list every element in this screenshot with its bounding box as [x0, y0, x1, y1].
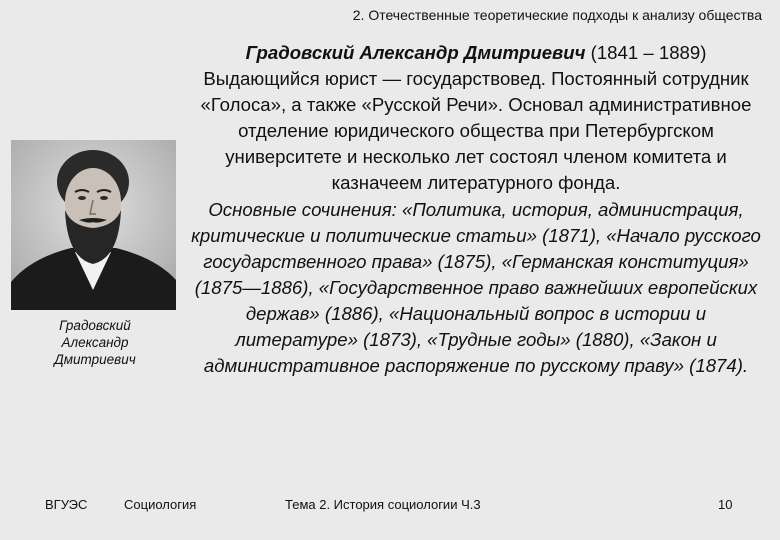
- caption-line: Дмитриевич: [54, 352, 136, 367]
- portrait-image: [11, 140, 176, 310]
- footer-subject: Социология: [124, 497, 197, 512]
- footer-topic: Тема 2. История социологии Ч.3: [285, 497, 481, 512]
- bio-name: Градовский Александр Дмитриевич: [245, 42, 586, 63]
- portrait-photo: [11, 140, 176, 310]
- footer-org: ВГУЭС: [45, 497, 88, 512]
- bio-heading: [190, 40, 762, 66]
- bio-text-block: [190, 40, 762, 379]
- slide-header: 2. Отечественные теоретические подходы к анализу общества: [352, 7, 762, 23]
- bio-description: Выдающийся юрист — государствовед. Постоянный сотрудник «Голоса», а также «Русской Речи». Основал административное отделение юридического общества при Петербургском университете и несколько лет состоял членом комитета и казначеем литературного фонда.: [200, 68, 752, 194]
- footer-page-number: 10: [718, 497, 733, 512]
- caption-line: Александр: [61, 335, 129, 350]
- portrait-caption: [10, 317, 180, 368]
- bio-works: Основные сочинения: «Политика, история, администрация, критические и политические статьи» (1871), «Начало русского государственного права» (1875), «Германская конституция» (1875—1886), «Государственное право важнейших европейских держав» (1886), «Национальный вопрос в истории и литературе» (1873), «Трудные годы» (1880), «Закон и административное распоряжение по русскому праву» (1874).: [191, 198, 761, 377]
- bio-years: (1841 – 1889): [585, 42, 707, 63]
- caption-line: Градовский: [59, 318, 131, 333]
